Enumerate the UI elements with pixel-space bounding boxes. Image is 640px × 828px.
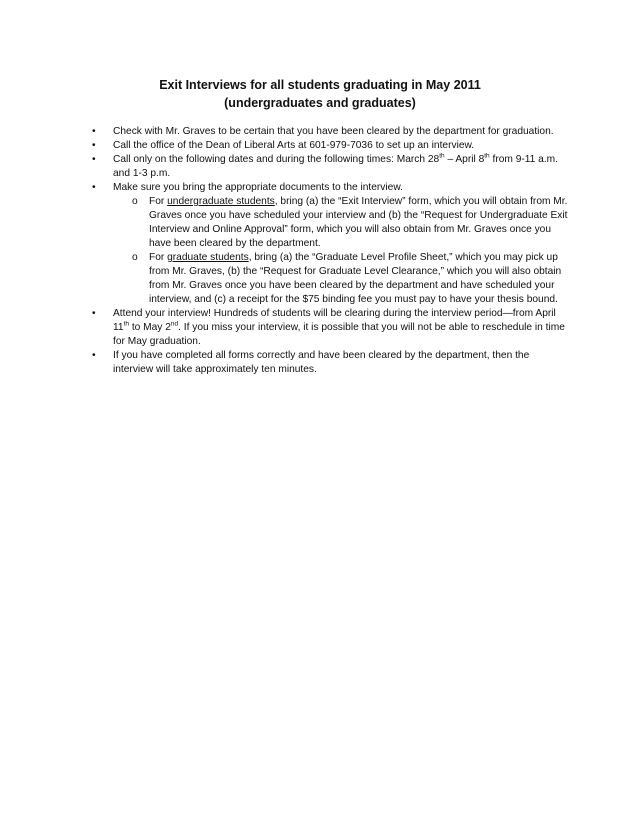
bullet-icon: • bbox=[92, 140, 96, 151]
title-line-2: (undergraduates and graduates) bbox=[224, 96, 416, 110]
document-title bbox=[0, 76, 640, 112]
superscript: th bbox=[123, 320, 129, 328]
list-item-text: Call the office of the Dean of Liberal Arts at 601-979-7036 to set up an interview. bbox=[113, 140, 475, 151]
title-line-1: Exit Interviews for all students graduating in May 2011 bbox=[159, 78, 481, 92]
list-item-text: Attend your interview! Hundreds of students will be clearing during the interview period—from April 11 bbox=[113, 308, 556, 333]
list-item-text: Call only on the following dates and during the following times: March 28 bbox=[113, 154, 440, 165]
list-item-text: . If you miss your interview, it is possible that you will not be able to reschedule in time for May graduation. bbox=[113, 322, 565, 347]
sub-item-text: , bring (a) the “Exit Interview” form, which you will obtain from Mr. Graves once you have scheduled your interview and (b) the “Request for Undergraduate Exit Interview and Online Approval” form, which you will also obtain from Mr. Graves once you have been cleared by the department. bbox=[149, 196, 568, 249]
bullet-icon: • bbox=[92, 182, 96, 193]
list-item-text: Check with Mr. Graves to be certain that you have been cleared by the department for graduation. bbox=[113, 126, 554, 137]
list-item-text: to May 2 bbox=[129, 322, 171, 333]
sub-item-text: For bbox=[149, 252, 168, 263]
sub-bullet-icon: o bbox=[132, 196, 138, 207]
superscript: th bbox=[484, 152, 490, 160]
sub-item-undergraduate bbox=[132, 195, 572, 251]
document-body bbox=[92, 125, 572, 377]
superscript: th bbox=[439, 152, 445, 160]
underlined-text: graduate students bbox=[167, 252, 249, 263]
list-item-call-dates bbox=[92, 153, 572, 181]
list-item-documents bbox=[92, 181, 572, 307]
list-item-clearance bbox=[92, 125, 572, 139]
list-item-text: If you have completed all forms correctly and have been cleared by the department, then the interview will take approximately ten minutes. bbox=[113, 350, 530, 375]
sub-item-text: , bring (a) the “Graduate Level Profile Sheet,” which you may pick up from Mr. Graves, (b) the “Request for Graduate Level Clearance,” which you will also obtain from Mr. Graves once you have been cleared by the department and have scheduled your interview, and (c) a receipt for the $75 binding fee you must pay to have your thesis bound. bbox=[149, 252, 562, 305]
list-item-attend bbox=[92, 307, 572, 349]
bullet-icon: • bbox=[92, 350, 96, 361]
bullet-icon: • bbox=[92, 308, 96, 319]
superscript: nd bbox=[170, 320, 179, 328]
list-item-duration bbox=[92, 349, 572, 377]
sub-item-graduate bbox=[132, 251, 572, 307]
bullet-icon: • bbox=[92, 126, 96, 137]
sub-list bbox=[113, 195, 572, 307]
list-item-call-dean bbox=[92, 139, 572, 153]
bullet-icon: • bbox=[92, 154, 96, 165]
list-item-text: from 9-11 a.m. and 1-3 p.m. bbox=[113, 154, 558, 179]
list-item-text: – April 8 bbox=[444, 154, 485, 165]
list-item-text: Make sure you bring the appropriate documents to the interview. bbox=[113, 182, 403, 193]
bullet-list bbox=[92, 125, 572, 377]
underlined-text: undergraduate students bbox=[167, 196, 275, 207]
sub-bullet-icon: o bbox=[132, 252, 138, 263]
sub-item-text: For bbox=[149, 196, 168, 207]
